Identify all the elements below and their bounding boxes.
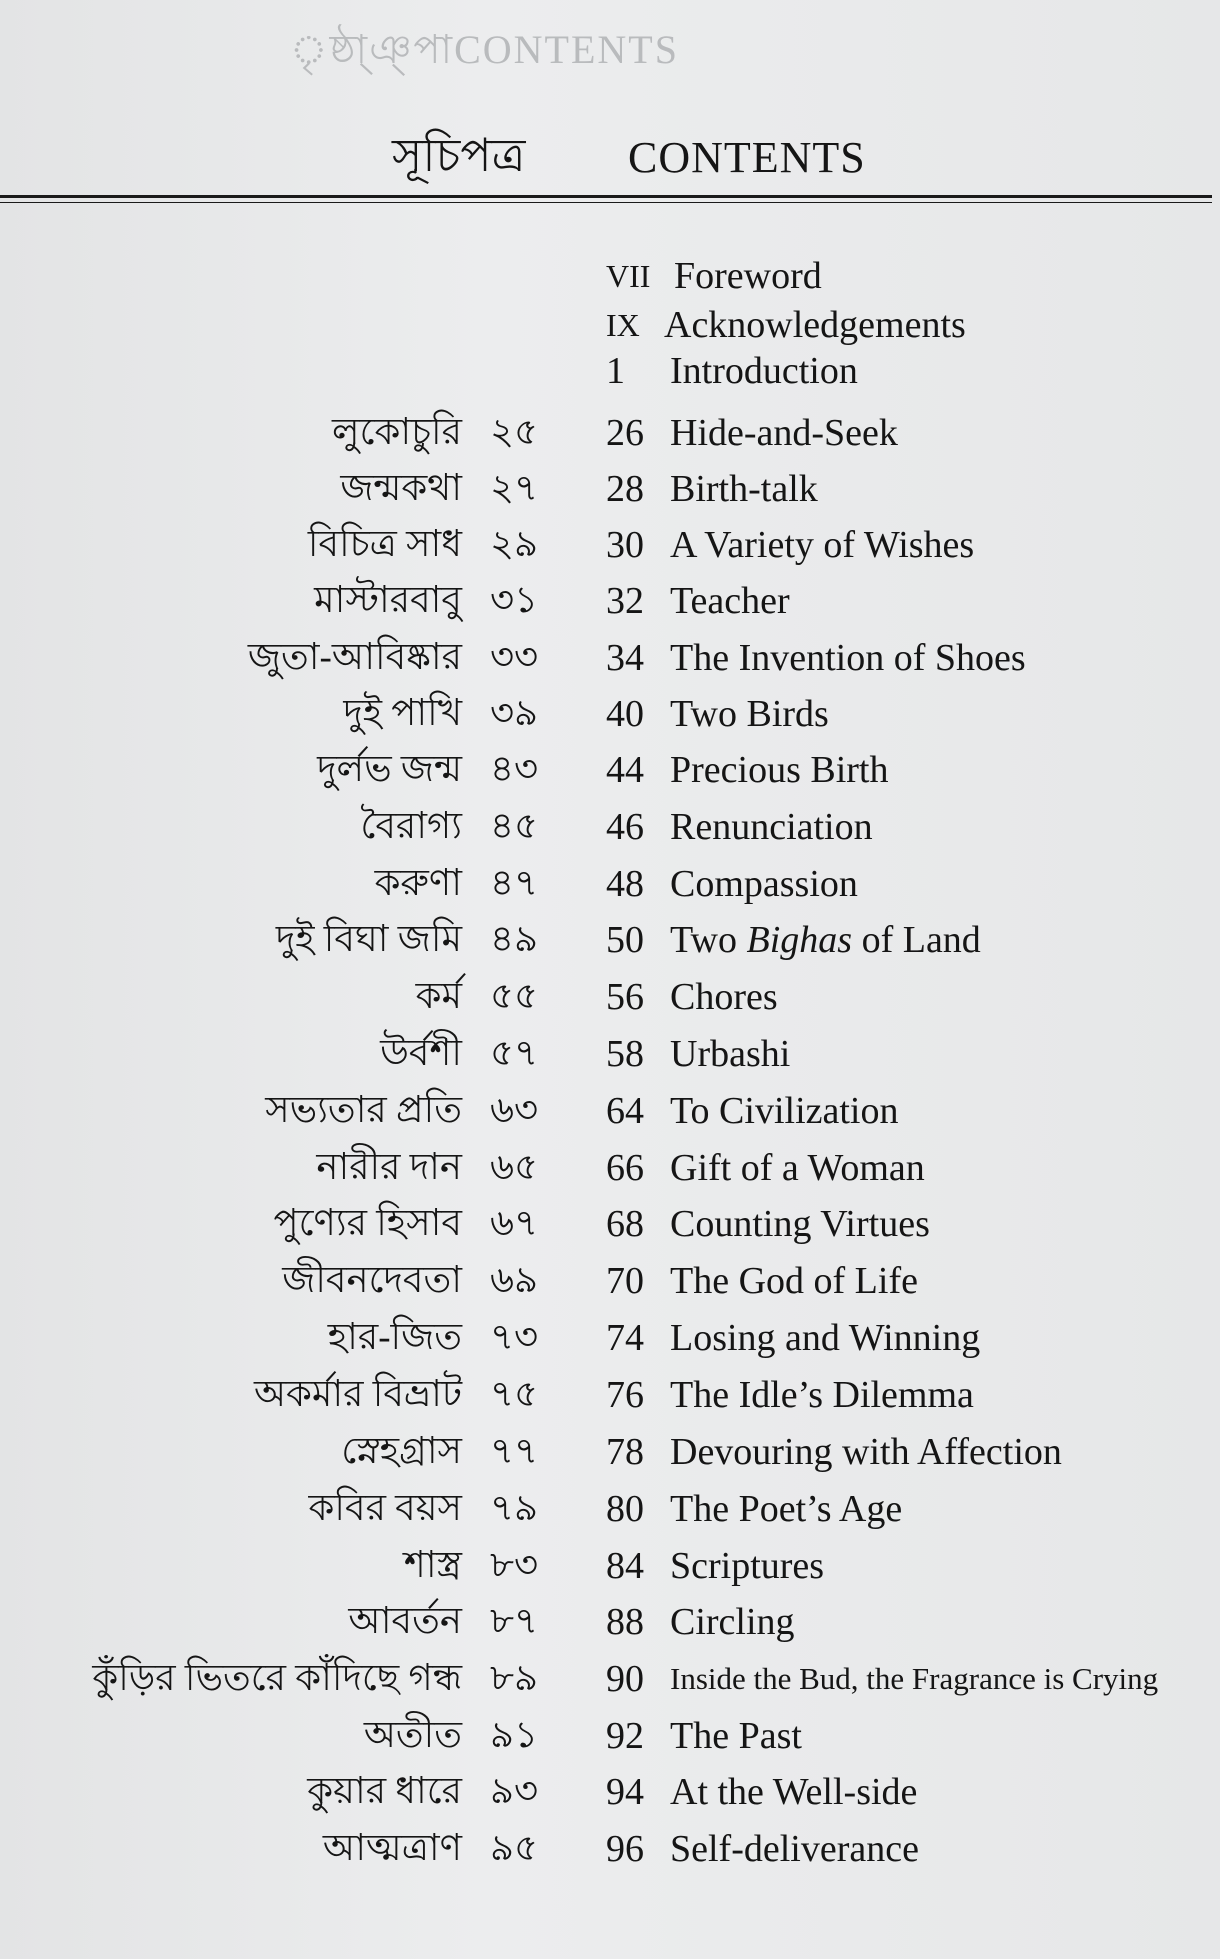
- page-number: 48: [606, 863, 644, 905]
- page-number: 30: [606, 524, 644, 566]
- toc-entry: [0, 630, 1220, 686]
- bengali-title: বিচিত্র সাধ: [307, 524, 462, 565]
- toc-entry: [0, 799, 1220, 855]
- bengali-page-number: ৪৭: [490, 863, 539, 904]
- toc-entry: [0, 1310, 1220, 1366]
- header-rule-thin: [0, 202, 1212, 203]
- page-number: 40: [606, 693, 644, 735]
- bengali-page-number: ৩১: [490, 580, 539, 621]
- english-title-text: Hide-and-Seek: [670, 412, 898, 454]
- toc-entry: [0, 1481, 1220, 1537]
- english-title-text: Renunciation: [670, 806, 873, 848]
- english-title: [670, 1026, 790, 1082]
- toc-entry: [0, 1821, 1220, 1877]
- english-title: [670, 461, 818, 517]
- heading-bengali: সূচিপত্র: [392, 130, 526, 181]
- page-number: 74: [606, 1317, 644, 1359]
- page-number: VII: [606, 258, 651, 294]
- bengali-page-number: ২৫: [490, 412, 539, 453]
- page-number: 1: [606, 350, 625, 392]
- english-title: [670, 912, 981, 968]
- bengali-page-number: ৬৭: [490, 1203, 539, 1244]
- bengali-title: কুঁড়ির ভিতরে কাঁদিছে গন্ধ: [92, 1658, 462, 1699]
- english-title: [670, 1367, 974, 1423]
- bengali-page-number: ৮৩: [490, 1545, 539, 1586]
- english-title: [670, 405, 898, 461]
- page-number: 88: [606, 1601, 644, 1643]
- bengali-page-number: ৮৯: [490, 1658, 539, 1699]
- bengali-title: আবর্তন: [348, 1601, 462, 1642]
- english-title-text: Inside the Bud, the Fragrance is Crying: [670, 1661, 1159, 1696]
- heading-english: CONTENTS: [628, 133, 866, 182]
- english-title: [670, 1708, 802, 1764]
- english-title-text: Two: [670, 919, 747, 961]
- english-title: [670, 1764, 917, 1820]
- page-number: 92: [606, 1715, 644, 1757]
- english-title-text: Acknowledgements: [664, 304, 966, 346]
- english-title: [670, 630, 1026, 686]
- toc-entry: [0, 1367, 1220, 1423]
- page-number: 26: [606, 412, 644, 454]
- page-number: 78: [606, 1431, 644, 1473]
- english-title-text: Counting Virtues: [670, 1203, 930, 1245]
- bengali-title: করুণা: [374, 863, 462, 904]
- bengali-page-number: ৯৩: [490, 1771, 539, 1812]
- english-title-text: Gift of a Woman: [670, 1147, 925, 1189]
- page-number: 96: [606, 1828, 644, 1870]
- english-title-text: A Variety of Wishes: [670, 524, 975, 566]
- english-title-text: Compassion: [670, 863, 858, 905]
- bengali-title: হার-জিত: [327, 1317, 462, 1358]
- english-title: [670, 1083, 898, 1139]
- english-title-italic: Bighas: [746, 919, 853, 961]
- toc-entry: [0, 248, 1220, 304]
- english-title-text: The Idle’s Dilemma: [670, 1374, 974, 1416]
- english-title: [670, 686, 829, 742]
- english-title: [670, 1253, 918, 1309]
- english-title: [670, 799, 873, 855]
- bengali-title: জন্মকথা: [340, 468, 462, 509]
- bengali-page-number: ২৯: [490, 524, 539, 565]
- english-title: [670, 343, 858, 399]
- english-title: [670, 1594, 795, 1650]
- toc-entry: [0, 1708, 1220, 1764]
- english-title: [670, 1538, 824, 1594]
- toc-entry: [0, 742, 1220, 798]
- bengali-page-number: ৭৫: [490, 1374, 539, 1415]
- english-title: [670, 856, 858, 912]
- bengali-page-number: ৬৩: [490, 1090, 539, 1131]
- bengali-title: দুর্লভ জন্ম: [317, 749, 462, 790]
- bengali-title: নারীর দান: [316, 1147, 462, 1188]
- toc-entry: [0, 461, 1220, 517]
- bengali-title: অকর্মার বিভ্রাট: [253, 1374, 462, 1415]
- page-number: 70: [606, 1260, 644, 1302]
- english-title-text: Two Birds: [670, 693, 829, 735]
- toc-entry: [0, 912, 1220, 968]
- toc-entry: [0, 969, 1220, 1025]
- toc-entry: [0, 405, 1220, 461]
- english-title-text: Chores: [670, 976, 778, 1018]
- english-title-rest: of Land: [852, 919, 981, 961]
- english-title-text: Urbashi: [670, 1033, 791, 1075]
- english-title: [670, 742, 888, 798]
- english-title-text: Precious Birth: [670, 749, 889, 791]
- page-number: 28: [606, 468, 644, 510]
- bengali-title: উর্বশী: [380, 1033, 462, 1074]
- header-rule-thick: [0, 195, 1212, 198]
- page-number: 34: [606, 637, 644, 679]
- toc-entry: [0, 1140, 1220, 1196]
- page-number: 80: [606, 1488, 644, 1530]
- bengali-title: আত্মত্রাণ: [322, 1828, 462, 1869]
- bengali-page-number: ৭৩: [490, 1317, 539, 1358]
- bengali-title: পুণ্যের হিসাব: [273, 1203, 462, 1244]
- bengali-page-number: ৮৭: [490, 1601, 539, 1642]
- toc-entry: [0, 1026, 1220, 1082]
- bengali-page-number: ৪৩: [490, 749, 539, 790]
- page-number: 90: [606, 1658, 644, 1700]
- toc-entry: [0, 1196, 1220, 1252]
- english-title: [674, 248, 822, 304]
- english-title: [670, 1196, 930, 1252]
- english-title-text: The God of Life: [670, 1260, 918, 1302]
- english-title: [670, 1821, 919, 1877]
- page-number: 64: [606, 1090, 644, 1132]
- english-title-text: Scriptures: [670, 1545, 825, 1587]
- bengali-title: অতীত: [363, 1715, 462, 1756]
- bengali-title: দুই বিঘা জমি: [275, 919, 462, 960]
- bengali-title: জীবনদেবতা: [282, 1260, 462, 1301]
- toc-entry: [0, 343, 1220, 399]
- page-number: 94: [606, 1771, 644, 1813]
- toc-entry: [0, 517, 1220, 573]
- page-number: 46: [606, 806, 644, 848]
- bengali-page-number: ৬৫: [490, 1147, 539, 1188]
- english-title-text: Circling: [670, 1601, 795, 1643]
- page-number: 44: [606, 749, 644, 791]
- bengali-page-number: ৪৯: [490, 919, 539, 960]
- english-title-text: Introduction: [670, 350, 858, 392]
- english-title: [670, 517, 974, 573]
- toc-entry: [0, 1253, 1220, 1309]
- bengali-page-number: ৩৯: [490, 693, 539, 734]
- page-number: 32: [606, 580, 644, 622]
- bengali-title: দুই পাখি: [343, 693, 462, 734]
- bengali-title: কর্ম: [415, 976, 462, 1017]
- bengali-title: শাস্ত্র: [403, 1545, 462, 1586]
- toc-entry: [0, 1424, 1220, 1480]
- toc-entry: [0, 573, 1220, 629]
- bengali-page-number: ৬৯: [490, 1260, 539, 1301]
- english-title-text: The Invention of Shoes: [670, 637, 1026, 679]
- english-title-text: Self-deliverance: [670, 1828, 919, 1870]
- toc-entry: [0, 1764, 1220, 1820]
- bengali-title: মাস্টারবাবু: [314, 580, 462, 621]
- page-number: 50: [606, 919, 644, 961]
- bengali-page-number: ৫৫: [490, 976, 539, 1017]
- page-number: 56: [606, 976, 644, 1018]
- english-title-text: Birth-talk: [670, 468, 818, 510]
- english-title: [670, 1481, 902, 1537]
- english-title: [670, 1310, 980, 1366]
- english-title-text: Foreword: [674, 255, 822, 297]
- show-through-text: ৃষ্ঠা্ঞ্পাCONTENTS: [290, 27, 679, 72]
- english-title: [670, 1651, 1158, 1707]
- page-number: 58: [606, 1033, 644, 1075]
- english-title-text: Devouring with Affection: [670, 1431, 1062, 1473]
- bengali-title: জুতা-আবিষ্কার: [247, 637, 462, 678]
- english-title-text: The Past: [670, 1715, 802, 1757]
- bengali-page-number: ২৭: [490, 468, 539, 509]
- bengali-page-number: ৩৩: [490, 637, 539, 678]
- bengali-title: কুয়ার ধারে: [307, 1771, 462, 1812]
- english-title-text: Teacher: [670, 580, 790, 622]
- toc-entry: [0, 1083, 1220, 1139]
- bengali-page-number: ৪৫: [490, 806, 539, 847]
- page-number: 84: [606, 1545, 644, 1587]
- english-title: [670, 1140, 925, 1196]
- english-title: [670, 969, 778, 1025]
- english-title-text: At the Well-side: [670, 1771, 918, 1813]
- english-title-text: The Poet’s Age: [670, 1488, 903, 1530]
- bengali-page-number: ৭৭: [490, 1431, 539, 1472]
- toc-entry: [0, 856, 1220, 912]
- bengali-title: বৈরাগ্য: [360, 806, 462, 847]
- page-number: 68: [606, 1203, 644, 1245]
- english-title: [670, 1424, 1062, 1480]
- bengali-page-number: ৭৯: [490, 1488, 539, 1529]
- bengali-page-number: ৯৫: [490, 1828, 539, 1869]
- bengali-title: সভ্যতার প্রতি: [265, 1090, 462, 1131]
- page-number: 66: [606, 1147, 644, 1189]
- english-title-text: To Civilization: [670, 1090, 899, 1132]
- bengali-title: কবির বয়স: [308, 1488, 462, 1529]
- toc-entry: [0, 1651, 1220, 1707]
- bengali-title: স্নেহগ্রাস: [341, 1431, 462, 1472]
- english-title-text: Losing and Winning: [670, 1317, 981, 1359]
- bengali-title: লুকোচুরি: [332, 412, 462, 453]
- toc-entry: [0, 1594, 1220, 1650]
- english-title: [670, 573, 790, 629]
- bengali-page-number: ৫৭: [490, 1033, 539, 1074]
- toc-entry: [0, 686, 1220, 742]
- bengali-page-number: ৯১: [490, 1715, 539, 1756]
- page-number: 76: [606, 1374, 644, 1416]
- page-number: IX: [606, 307, 640, 343]
- toc-entry: [0, 1538, 1220, 1594]
